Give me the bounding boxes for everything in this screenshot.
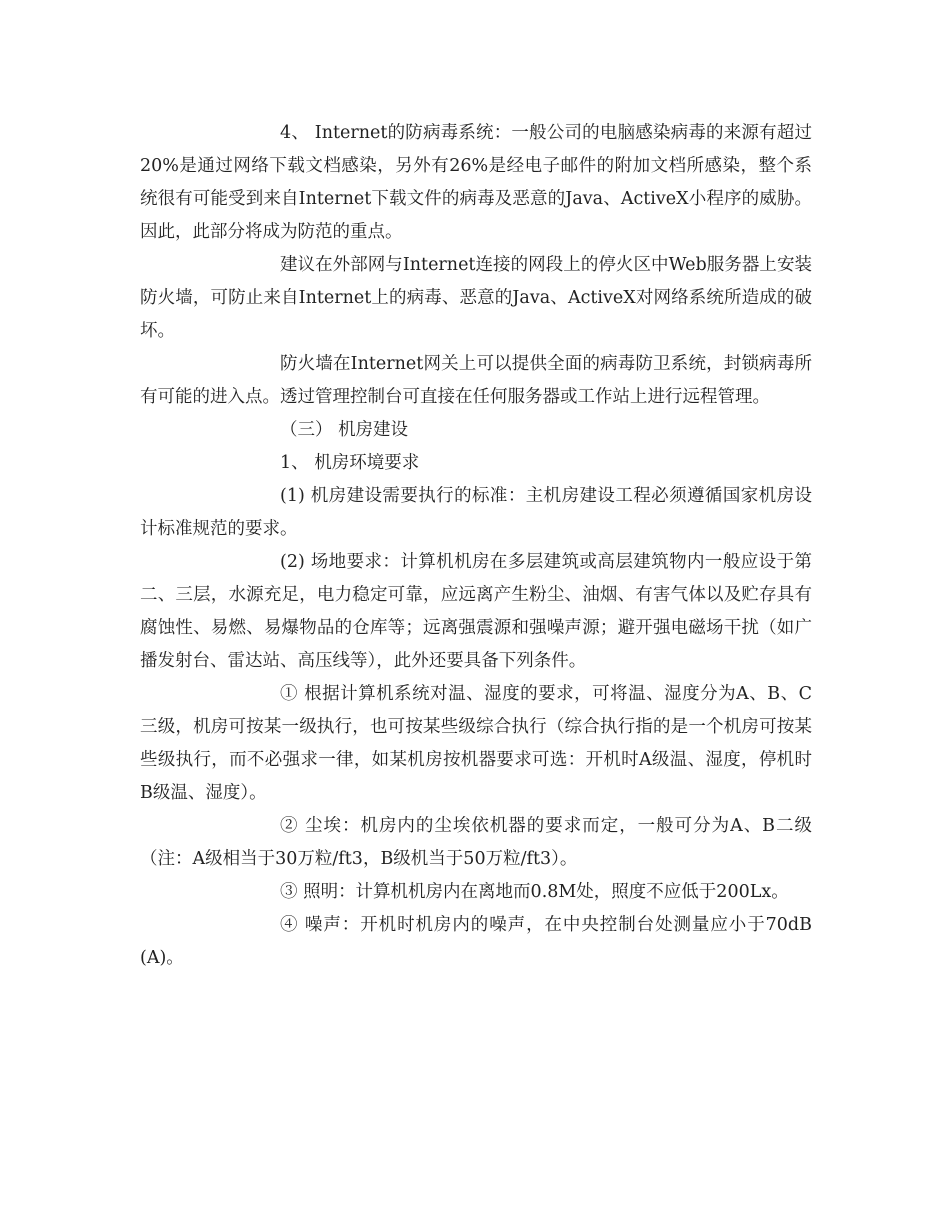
section-heading-machine-room: （三） 机房建设 [280,420,409,440]
paragraph-dust: ② 尘埃：机房内的尘埃依机器的要求而定，一般可分为A、B二级（注：A级相当于30万粒/ft3，B级机当于50万粒/ft3）。 [140,816,812,869]
paragraph-site-requirements: (2) 场地要求：计算机机房在多层建筑或高层建筑物内一般应设于第二、三层，水源充足，电力稳定可靠，应远离产生粉尘、油烟、有害气体以及贮存具有腐蚀性、易燃、易爆物品的仓库等；远离强震源和强噪声源；避开强电磁场干扰（如广播发射台、雷达站、高压线等），此外还要具备下列条件。 [140,552,812,671]
paragraph-lighting: ③ 照明：计算机机房内在离地而0.8M处，照度不应低于200Lx。 [280,882,789,902]
document-body [140,117,812,975]
paragraph-firewall-gateway: 防火墙在Internet网关上可以提供全面的病毒防卫系统，封锁病毒所有可能的进入点。透过管理控制台可直接在任何服务器或工作站上进行远程管理。 [140,354,812,407]
subsection-heading-environment: 1、 机房环境要求 [280,453,420,473]
paragraph-antivirus-system: 4、 Internet的防病毒系统：一般公司的电脑感染病毒的来源有超过20%是通过网络下载文档感染，另外有26%是经电子邮件的附加文档所感染，整个系统很有可能受到来自Internet下载文件的病毒及恶意的Java、ActiveX小程序的威胁。因此，此部分将成为防范的重点。 [140,123,812,242]
paragraph-temperature-humidity: ① 根据计算机系统对温、湿度的要求，可将温、湿度分为A、B、C三级，机房可按某一级执行，也可按某些级综合执行（综合执行指的是一个机房可按某些级执行，而不必强求一律，如某机房按机器要求可选：开机时A级温、湿度，停机时B级温、湿度）。 [140,684,812,803]
paragraph-standards: (1) 机房建设需要执行的标准：主机房建设工程必须遵循国家机房设计标准规范的要求。 [140,486,812,539]
paragraph-noise: ④ 噪声：开机时机房内的噪声，在中央控制台处测量应小于70dB(A)。 [140,915,812,968]
paragraph-firewall-suggestion: 建议在外部网与Internet连接的网段上的停火区中Web服务器上安装防火墙，可防止来自Internet上的病毒、恶意的Java、ActiveX对网络系统所造成的破坏。 [140,255,812,341]
